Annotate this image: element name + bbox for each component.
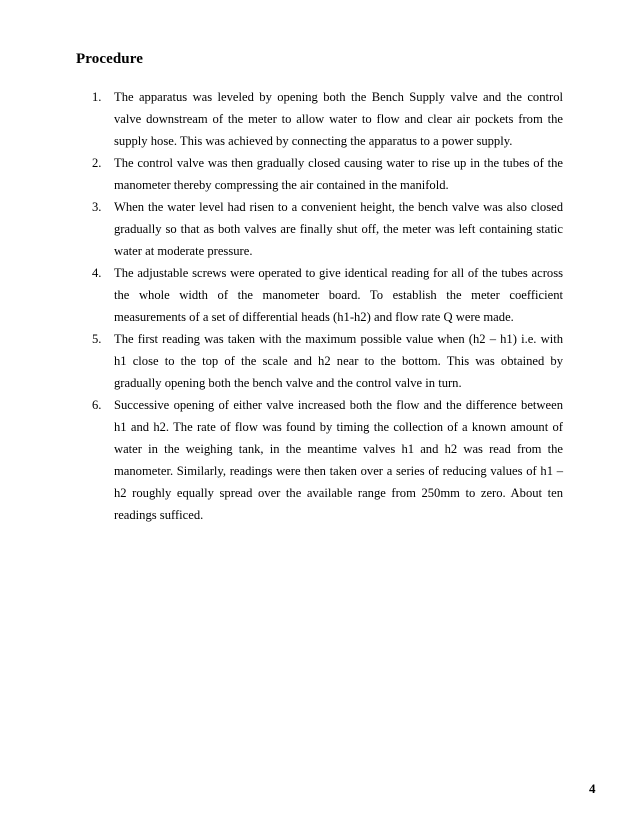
procedure-step (86, 196, 563, 262)
step-number: 1. (92, 90, 102, 104)
step-number: 6. (92, 398, 102, 412)
section-heading: Procedure (76, 51, 143, 67)
step-text: The apparatus was leveled by opening both the Bench Supply valve and the control valve downstream of the meter to allow water to flow and clear air pockets from the supply hose. This was achieved by connecting the apparatus to a power supply. (114, 90, 563, 148)
procedure-list (86, 86, 563, 526)
step-number: 4. (92, 266, 102, 280)
procedure-step (86, 394, 563, 526)
step-text: When the water level had risen to a convenient height, the bench valve was also closed gradually so that as both valves are finally shut off, the meter was left containing static water at moderate pressure. (114, 200, 563, 258)
step-text: Successive opening of either valve increased both the flow and the difference between h1 and h2. The rate of flow was found by timing the collection of a known amount of water in the weighing tank, in the meantime valves h1 and h2 was read from the manometer. Similarly, readings were then taken over a series of reducing values of h1 – h2 roughly equally spread over the available range from 250mm to zero. About ten readings sufficed. (114, 398, 563, 522)
page-number: 4 (589, 781, 596, 796)
step-text: The adjustable screws were operated to give identical reading for all of the tubes across the whole width of the manometer board. To establish the meter coefficient measurements of a set of differential heads (h1-h2) and flow rate Q were made. (114, 266, 563, 324)
procedure-step (86, 262, 563, 328)
step-number: 2. (92, 156, 102, 170)
step-text: The control valve was then gradually closed causing water to rise up in the tubes of the manometer thereby compressing the air contained in the manifold. (114, 156, 563, 192)
procedure-step (86, 328, 563, 394)
step-text: The first reading was taken with the maximum possible value when (h2 – h1) i.e. with h1 close to the top of the scale and h2 near to the bottom. This was obtained by gradually opening both the bench valve and the control valve in turn. (114, 332, 563, 390)
step-number: 5. (92, 332, 102, 346)
step-number: 3. (92, 200, 102, 214)
procedure-step (86, 86, 563, 152)
procedure-step (86, 152, 563, 196)
